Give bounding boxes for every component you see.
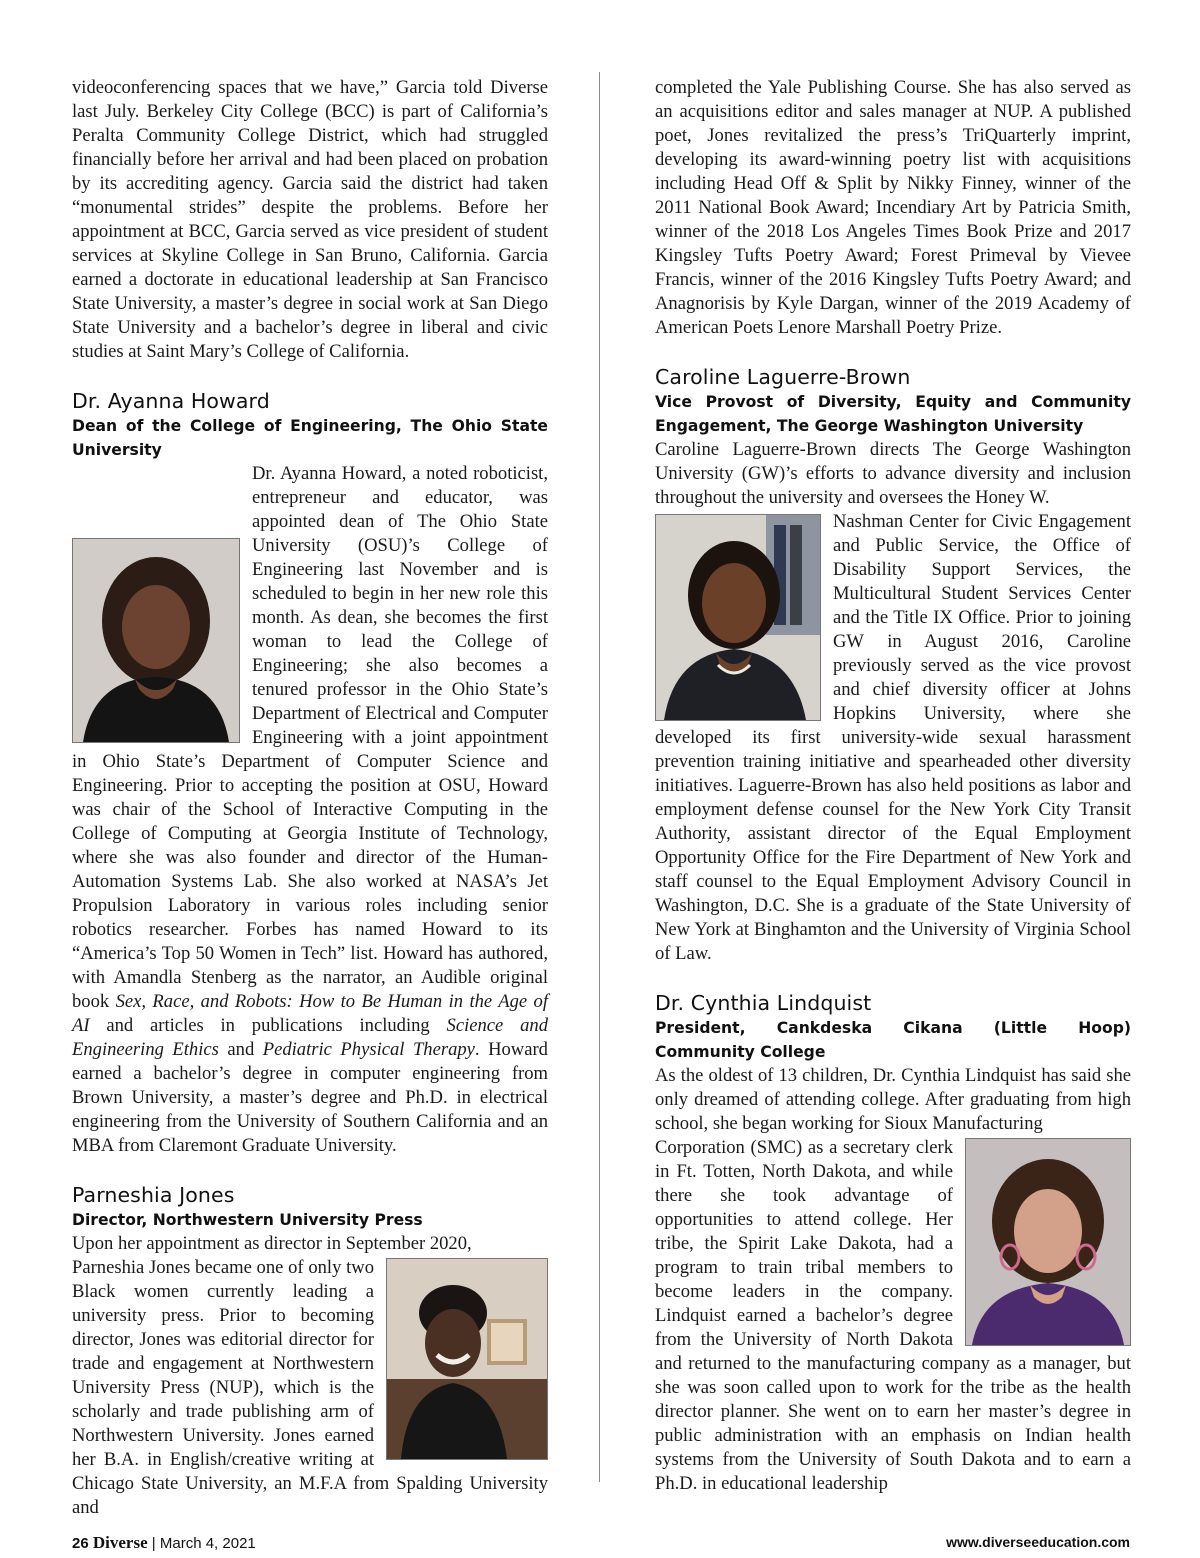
laguerre-brown-bio: Nashman Center for Civic Engagement and Public Service, the Office of Disability Support Services, the Multicultural Student Services Center and the Title IX Office. Prior to joining GW in August 2016, Caroline previously served as the vice provost and chief diversity officer at Johns Hopkins University, where she developed its first university-wide sexual harassment prevention training initiative and spearheaded other diversity initiatives. Laguerre-Brown has also held positions as labor and employment defense counsel for the New York City Transit Authority, assistant director of the Equal Employment Opportunity Office for the Fire Department of New York and staff counsel to the Equal Employment Advisory Council in Washington, D.C. She is a graduate of the State University of New York at Binghamton and the University of Virginia School of Law. [655, 511, 1131, 964]
right-column [655, 76, 1131, 1496]
footer-folio [72, 1533, 256, 1553]
lindquist-name: Dr. Cynthia Lindquist [655, 991, 872, 1015]
jones-name: Parneshia Jones [72, 1183, 235, 1207]
lindquist-photo [965, 1138, 1131, 1346]
lindquist-bio-first: As the oldest of 13 children, Dr. Cynthia Lindquist has said she only dreamed of attending college. After graduating from high school, she began working for Sioux Manufacturing [655, 1065, 1131, 1134]
column-divider [599, 72, 600, 1482]
jones-bio-continued: completed the Yale Publishing Course. She has also served as an acquisitions editor and sales manager at NUP. A published poet, Jones revitalized the press’s TriQuarterly imprint, developing its award-winning poetry list with acquisitions including Head Off & Split by Nikky Finney, winner of the 2011 National Book Award; Incendiary Art by Patricia Smith, winner of the 2018 Los Angeles Times Book Prize and 2017 Kingsley Tufts Poetry Award; Forest Primeval by Vievee Francis, winner of the 2016 Kingsley Tufts Poetry Award; and Anagnorisis by Kyle Dargan, winner of the 2019 Academy of American Poets Lenore Marshall Poetry Prize. [655, 77, 1131, 338]
jones-title: Director, Northwestern University Press [72, 1211, 423, 1229]
howard-photo [72, 538, 240, 743]
laguerre-brown-title: Vice Provost of Diversity, Equity and Community Engagement, The George Washington University [655, 393, 1131, 435]
magazine-name: Diverse [92, 1533, 148, 1552]
page-footer [72, 1533, 1130, 1557]
lindquist-bio: Corporation (SMC) as a secretary clerk in Ft. Totten, North Dakota, and while there she took advantage of opportunities to attend college. Her tribe, the Spirit Lake Dakota, had a program to train tribal members to become leaders in the company. Lindquist earned a bachelor’s degree from the University of North Dakota and returned to the manufacturing company as a manager, but she was soon called upon to work for the tribe as the health director planner. She went on to earn her master’s degree in public administration with an emphasis on Indian health systems from the University of South Dakota and to earn a Ph.D. in educational leadership [655, 1137, 1131, 1494]
footer-separator: | [151, 1535, 156, 1552]
jones-photo [386, 1258, 548, 1460]
howard-name: Dr. Ayanna Howard [72, 389, 270, 413]
howard-bio: Dr. Ayanna Howard, a noted roboticist, entrepreneur and educator, was appointed dean of The Ohio State University (OSU)’s College of Engineering last November and is scheduled to begin in her new role this month. As dean, she becomes the first woman to lead the College of Engineering; she also becomes a tenured professor in the Ohio State’s Department of Electrical and Computer Engineering with a joint appointment in Ohio State’s Department of Computer Science and Engineering. Prior to accepting the position at OSU, Howard was chair of the School of Interactive Computing in the College of Computing at Georgia Institute of Technology, where she was also founder and director of the Human-Automation Systems Lab. She also worked at NASA’s Jet Propulsion Laboratory in various roles including senior robotics researcher. Forbes has named Howard to its “America’s Top 50 Women in Tech” list. Howard has authored, with Amandla Stenberg as the narrator, an Audible original book Sex, Race, and Robots: How to Be Human in the Age of AI and articles in publications including Science and Engineering Ethics and Pediatric Physical Therapy. Howard earned a bachelor’s degree in computer engineering from Brown University, a master’s degree and Ph.D. in electrical engineering from the University of Southern California and an MBA from Claremont Graduate University. [72, 463, 548, 1156]
left-column [72, 76, 548, 1520]
laguerre-brown-name: Caroline Laguerre-Brown [655, 365, 911, 389]
jones-bio: Parneshia Jones became one of only two Black women currently leading a university press. Prior to becoming director, Jones was editorial director for trade and engagement at Northwestern University Press (NUP), which is the scholarly and trade publishing arm of Northwestern University. Jones earned her B.A. in English/creative writing at Chicago State University, an M.F.A from Spalding University and [72, 1257, 548, 1518]
jones-bio-first-line: Upon her appointment as director in September 2020, [72, 1233, 472, 1254]
website-url: www.diverseeducation.com [946, 1534, 1130, 1550]
howard-title: Dean of the College of Engineering, The Ohio State University [72, 417, 548, 459]
lindquist-title: President, Cankdeska Cikana (Little Hoop) Community College [655, 1019, 1131, 1061]
issue-date: March 4, 2021 [159, 1535, 256, 1552]
laguerre-brown-photo [655, 514, 821, 721]
garcia-closing-paragraph: videoconferencing spaces that we have,” Garcia told Diverse last July. Berkeley City College (BCC) is part of California’s Peralta Community College District, which had struggled financially before her arrival and had been placed on probation by its accrediting agency. Garcia said the district had taken “monumental strides” despite the problems. Before her appointment at BCC, Garcia served as vice president of student services at Skyline College in San Bruno, California. Garcia earned a doctorate in educational leadership at San Francisco State University, a master’s degree in social work at San Diego State University and a bachelor’s degree in liberal and civic studies at Saint Mary’s College of California. [72, 77, 548, 362]
page-number: 26 [72, 1535, 89, 1552]
laguerre-brown-bio-first: Caroline Laguerre-Brown directs The George Washington University (GW)’s efforts to advance diversity and inclusion throughout the university and oversees the Honey W. [655, 439, 1131, 508]
